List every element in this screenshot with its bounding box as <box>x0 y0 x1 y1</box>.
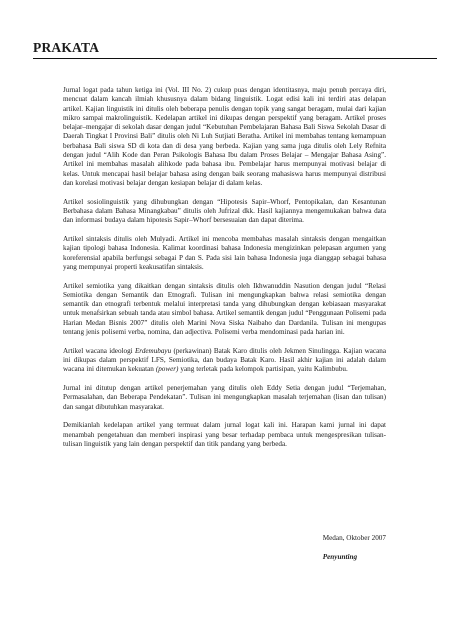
term-power: (power) <box>155 365 179 374</box>
editor-signature: Penyunting <box>322 552 358 561</box>
paragraph-intro: Jurnal logat pada tahun ketiga ini (Vol. III No. 2) cukup puas dengan identitasnya, maju penuh percaya diri, mencuat dalam kancah ilmiah khususnya dalam bidang linguistik. Logat edisi kali ini terdiri atas delapan artikel. Kajian linguistik ini ditulis oleh beberapa penulis dengan topik yang sangat beragam, mulai dari kajian mikro sampai makrolinguistik. Kedelapan artikel ini dikupas dengan perspektif yang beragam. Artikel proses belajar–mengajar di sekolah dasar dengan judul “Kebutuhan Pembelajaran Bahasa Bali Siswa Sekolah Dasar di Daerah Tingkat I Provinsi Bali” ditulis oleh Ni Luh Sutjiati Beratha. Artikel ini membahas tentang kemampuan berbahasa Bali siswa SD di kota dan di desa yang berbeda. Kajian yang sama juga ditulis oleh Lely Refnita dengan judul “Alih Kode dan Peran Psikologis Bahasa Ibu dalam Proses Belajar – Mengajar Bahasa Asing”. Artikel ini membahas masalah alihkode pada bahasa ibu. Pembelajar harus mempunyai motivasi belajar di kelas. Untuk mencapai hasil belajar bahasa asing dengan baik seorang mahasiswa harus mempunyai distribusi dan korelasi motivasi belajar dengan kesiapan belajar di dalam kelas. <box>63 86 386 187</box>
paragraph-closing: Demikianlah kedelapan artikel yang termuat dalam jurnal logat kali ini. Harapan kami jurnal ini dapat menambah pengetahuan dan memberi inspirasi yang besar terhadap pembaca untuk mengespresikan tulisan-tulisan linguistik yang lain dengan perspektif dan titik pandang yang berbeda. <box>63 421 386 448</box>
place-date: Medan, Oktober 2007 <box>322 534 386 542</box>
paragraph-discourse-text-2: (perkawinan) Batak Karo ditulis oleh Jekmen Sinulingga. Kajian wacana ini dikupas dalam perspektif LFS, Semiotika, dan budaya Batak Karo. Hasil akhir kajian ini adalah dalam wacana ini ditemukan kekuatan <box>63 346 386 374</box>
paragraph-discourse-text-1: Artikel wacana ideologi <box>63 346 135 355</box>
page-header <box>33 41 437 59</box>
paragraph-translation: Jurnal ini ditutup dengan artikel penerjemahan yang ditulis oleh Eddy Setia dengan judul “Terjemahan, Permasalahan, dan Beberapa Pendekatan”. Tulisan ini mengungkapkan masalah terjemahan (lisan dan tulisan) dan sangat dibutuhkan masyarakat. <box>63 383 386 411</box>
body-text <box>63 86 386 459</box>
paragraph-discourse-text-3: yang terletak pada kelompok partisipan, yaitu Kalimbubu. <box>178 365 348 374</box>
paragraph-syntax: Artikel sintaksis ditulis oleh Mulyadi. Artikel ini mencoba membahas masalah sintaksis dengan mengaitkan kajian tipologi bahasa Indonesia. Kalimat koordinasi bahasa Indonesia mengizinkan pelepasan argumen yang koreferensial apabila berfungsi sebagai P dan S. Pada sisi lain bahasa Indonesia juga dianggap sebagai bahasa yang mempunyai properti keakusatifan sintaksis. <box>63 234 386 271</box>
paragraph-semiotics: Artikel semiotika yang dikaitkan dengan sintaksis ditulis oleh Ikhwanuddin Nasution dengan judul “Relasi Semiotika dengan Semantik dan Etnografi. Tulisan ini mengungkapkan bahwa relasi semiotika dengan semantik dan etnografi terbentuk melalui interpretasi tanda yang dihubungkan dengan kebiasaan masyarakat untuk menafsirkan sebuah tanda atau simbol bahasa. Artikel semantik dengan judul “Penggunaan Polisemi pada Harian Medan Bisnis 2007” ditulis oleh Marini Nova Siska Naibaho dan Dardanila. Tulisan ini mengupas tentang jenis polisemi verba, nomina, dan adjectiva. Polisemi verba mendominasi pada harian ini. <box>63 281 386 336</box>
paragraph-sociolinguistics: Artikel sosiolinguistik yang dihubungkan dengan “Hipotesis Sapir–Whorf, Pentopikalan, dan Kesantunan Berbahasa dalam Bahasa Minangkabau” ditulis oleh Jufrizal dkk. Hasil kajiannya mengemukakan bahwa data dan informasi budaya dalam hipotesis Sapir–Whorf bersesuaian dan dapat diterima. <box>63 197 386 225</box>
term-erdemubayu: Erdemubayu <box>134 346 172 355</box>
signoff-block <box>323 534 386 562</box>
title-rule <box>33 58 437 59</box>
page-title: PRAKATA <box>33 40 100 55</box>
paragraph-discourse <box>63 347 386 375</box>
